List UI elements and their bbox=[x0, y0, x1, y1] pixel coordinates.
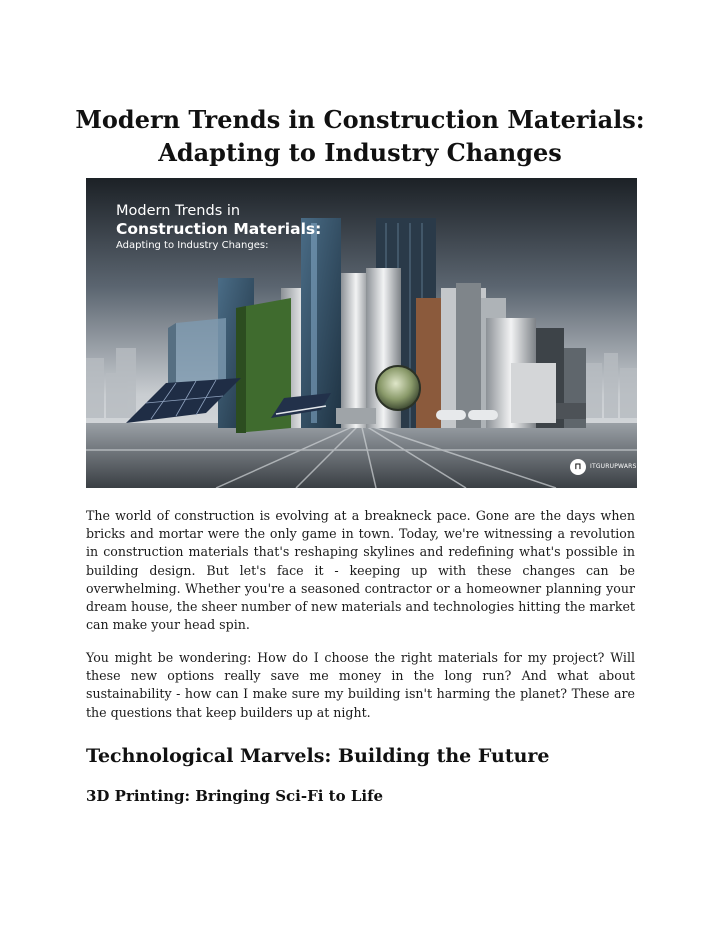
hero-title-line2: Construction Materials: bbox=[116, 220, 322, 238]
hero-title-line1: Modern Trends in bbox=[116, 203, 241, 219]
subsection-heading: 3D Printing: Bringing Sci-Fi to Life bbox=[86, 787, 384, 805]
questions-paragraph: You might be wondering: How do I choose the right materials for my project? Will these new options really save me money in the long run? And what about sustainability - how can I make sure my building isn't harming the planet? These are the questions that keep builders up at night. bbox=[86, 650, 635, 720]
section-heading: Technological Marvels: Building the Future bbox=[86, 745, 550, 767]
hero-image bbox=[86, 178, 637, 488]
document-title: Modern Trends in Construction Materials: Adapting to Industry Changes bbox=[75, 105, 645, 167]
hero-title-line3: Adapting to Industry Changes: bbox=[116, 240, 269, 251]
hero-title-overlay bbox=[116, 203, 321, 254]
brand-logo-text: ITGURUPWARS bbox=[590, 463, 637, 470]
intro-paragraph: The world of construction is evolving at a breakneck pace. Gone are the days when bricks and mortar were the only game in town. Today, we're witnessing a revolution in construction materials that's reshaping skylines and redefining what's possible in building design. But let's face it - keeping up with these changes can be overwhelming. Whether you're a seasoned contractor or a homeowner planning your dream house, the sheer number of new materials and technologies hitting the market can make your head spin. bbox=[86, 508, 635, 633]
brand-logo-icon: ⊓ bbox=[570, 459, 586, 475]
